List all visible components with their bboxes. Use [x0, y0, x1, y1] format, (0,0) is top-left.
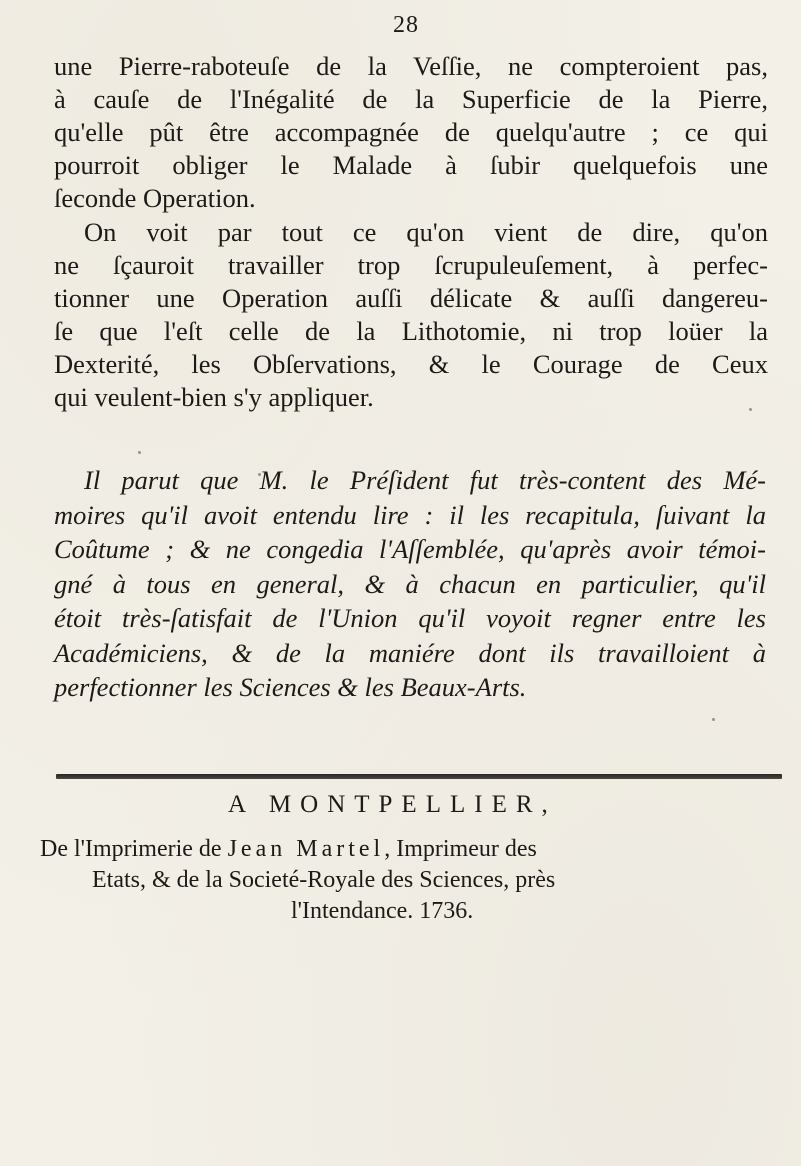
italic-line: Il parut que M. le Préſident fut très-content des Mé-	[84, 465, 766, 495]
text-line: à cauſe de l'Inégalité de la Superficie de la Pierre,	[54, 84, 768, 114]
paragraph-2	[54, 216, 768, 414]
italic-line: étoit très-ſatisfait de l'Union qu'il voyoit regner entre les	[54, 603, 766, 633]
text-line: On voit par tout ce qu'on vient de dire, qu'on	[84, 217, 768, 247]
text-line: ſe que l'eſt celle de la Lithotomie, ni trop loüer la	[54, 316, 768, 346]
imprint-line-3: l'Intendance. 1736.	[291, 898, 474, 924]
imprint-suffix: , Imprimeur des	[384, 836, 537, 862]
imprint-city: A MONTPELLIER,	[228, 791, 557, 818]
text-line: qu'elle pût être accompagnée de quelqu'autre ; ce qui	[54, 117, 768, 147]
text-line: Dexterité, les Obſervations, & le Courage de Ceux	[54, 349, 768, 379]
text-line: pourroit obliger le Malade à ſubir quelquefois une	[54, 150, 768, 180]
text-line: tionner une Operation auſſi délicate & auſſi dangereu-	[54, 283, 768, 313]
italic-line: gné à tous en general, & à chacun en particulier, qu'il	[54, 568, 766, 599]
imprint-prefix: De l'Imprimerie de	[40, 836, 228, 862]
text-line: ſeconde Operation.	[54, 183, 256, 213]
paper-speck	[712, 718, 715, 721]
paragraph-1	[54, 50, 768, 215]
paper-speck	[138, 451, 141, 454]
paper-speck	[749, 408, 752, 411]
text-line: une Pierre-raboteuſe de la Veſſie, ne compteroient pas,	[54, 51, 768, 81]
paper-speck	[258, 473, 261, 476]
text-line: ne ſçauroit travailler trop ſcrupuleuſement, à perfec-	[54, 250, 768, 280]
printer-name: Jean Martel	[227, 836, 385, 862]
italic-line: Académiciens, & de la maniére dont ils travailloient à	[54, 637, 766, 668]
italic-line: perfectionner les Sciences & les Beaux-Arts.	[54, 672, 527, 702]
imprint-line-2: Etats, & de la Societé-Royale des Sciences, près	[92, 867, 556, 893]
text-line: qui veulent-bien s'y appliquer.	[54, 382, 374, 412]
horizontal-rule	[56, 774, 782, 779]
imprint-block	[40, 834, 800, 927]
page-number: 28	[393, 12, 419, 38]
italic-line: moires qu'il avoit entendu lire : il les recapitula, ſuivant la	[54, 499, 766, 530]
imprint-line-1	[40, 834, 800, 865]
italic-paragraph	[54, 463, 766, 705]
italic-line: Coûtume ; & ne congedia l'Aſſemblée, qu'après avoir témoi-	[54, 534, 766, 564]
